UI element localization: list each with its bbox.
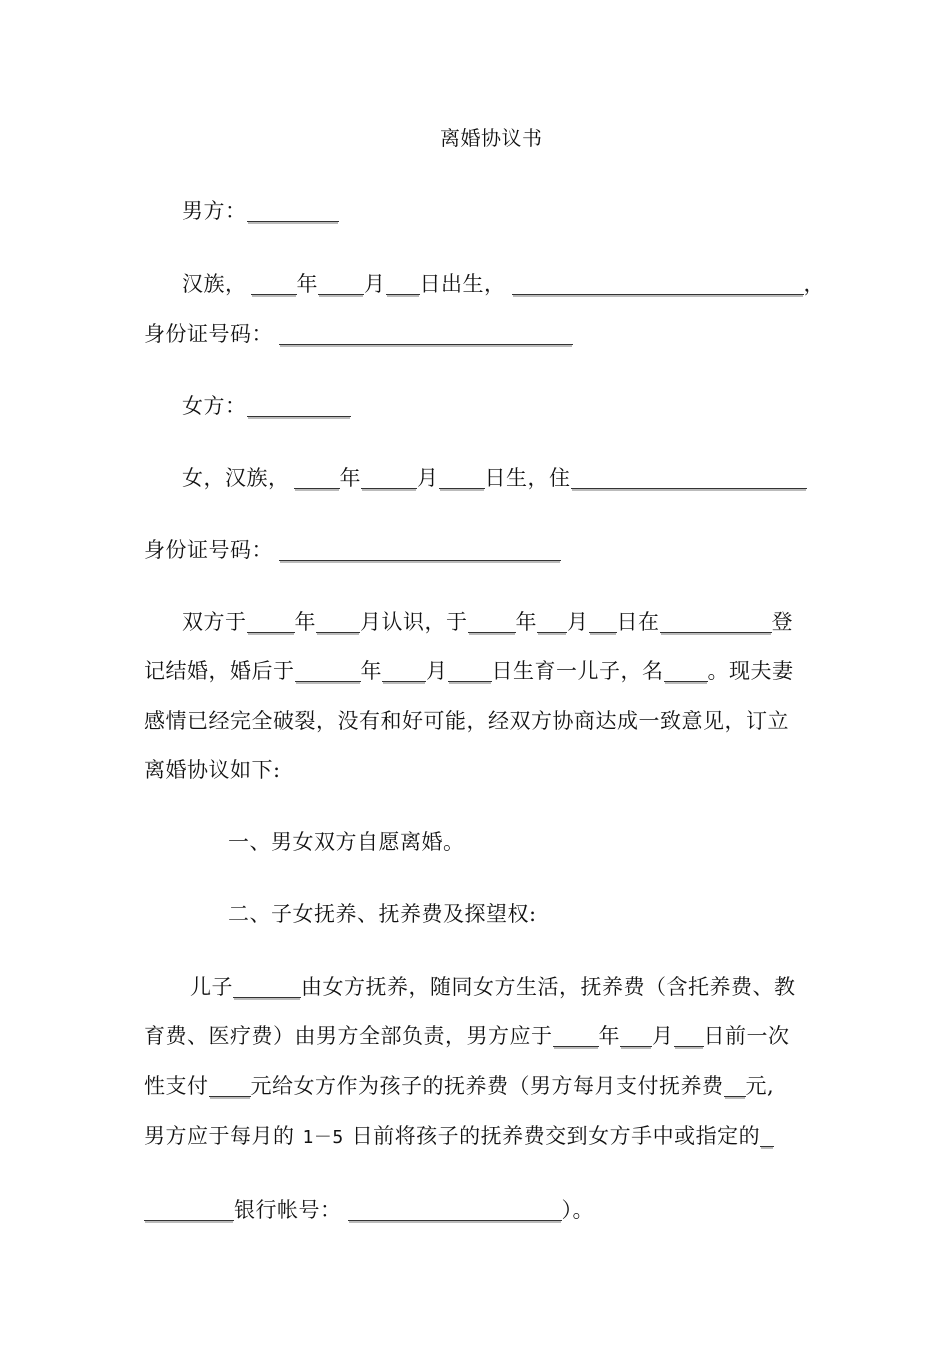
- paragraph-line-3: 感情已经完全破裂，没有和好可能，经双方协商达成一致意见，订立: [144, 709, 789, 733]
- text-both-in: 双方于: [182, 610, 247, 634]
- comma: ，: [803, 272, 825, 296]
- month-label: 月: [417, 466, 439, 490]
- female-address-blank[interactable]: [571, 466, 807, 489]
- month-label: 月: [426, 659, 448, 683]
- text-son: 儿子: [190, 975, 233, 999]
- female-prefix-text: 女，汉族，: [182, 466, 290, 490]
- paragraph-line-1: [182, 608, 793, 636]
- male-day-blank[interactable]: [386, 272, 420, 295]
- pay-year-blank[interactable]: [553, 1024, 599, 1047]
- female-year-blank[interactable]: [294, 466, 340, 489]
- month-label: 月: [364, 272, 386, 296]
- female-month-blank[interactable]: [361, 466, 417, 489]
- document-title: 离婚协议书: [440, 126, 543, 150]
- female-label: 女方：: [182, 394, 247, 418]
- year-label: 年: [296, 272, 318, 296]
- year-label: 年: [598, 1024, 620, 1048]
- text-now-couple: 。现夫妻: [707, 659, 794, 683]
- male-address-blank[interactable]: [512, 272, 804, 295]
- male-month-blank[interactable]: [318, 272, 364, 295]
- male-id-blank[interactable]: [279, 322, 573, 345]
- text-day-at: 日在: [616, 610, 660, 634]
- text-c-line3c: 元,: [745, 1074, 775, 1098]
- marry-month-blank[interactable]: [537, 610, 567, 633]
- lump-sum-blank[interactable]: [209, 1074, 251, 1097]
- male-id-line: [144, 320, 573, 348]
- male-name-blank[interactable]: [247, 199, 339, 222]
- female-info-line: [182, 464, 807, 492]
- female-id-blank[interactable]: [279, 538, 561, 561]
- clause-2: 二、子女抚养、抚养费及探望权:: [228, 902, 537, 926]
- monthly-amount-blank[interactable]: [724, 1074, 746, 1097]
- male-info-line: [182, 270, 825, 298]
- designated-blank[interactable]: [760, 1124, 774, 1147]
- clause-1: 一、男女双方自愿离婚。: [228, 830, 465, 854]
- female-name-blank[interactable]: [247, 394, 351, 417]
- support-line-5: [144, 1196, 594, 1224]
- pay-day-blank[interactable]: [674, 1024, 704, 1047]
- text-birth-son: 日生育一儿子，名: [491, 659, 664, 683]
- male-line: [182, 197, 339, 225]
- female-line: [182, 392, 351, 420]
- support-line-4: [144, 1122, 774, 1152]
- month-label: 月: [652, 1024, 674, 1048]
- bank-account-blank[interactable]: [348, 1198, 562, 1221]
- son-name-blank[interactable]: [664, 659, 708, 682]
- month-label: 月: [567, 610, 589, 634]
- paragraph-line-2: [144, 657, 794, 685]
- female-day-blank[interactable]: [439, 466, 485, 489]
- meet-year-blank[interactable]: [247, 610, 295, 633]
- year-label: 年: [294, 610, 316, 634]
- text-c-line4a: 男方应于每月的: [144, 1124, 295, 1148]
- year-label: 年: [360, 659, 382, 683]
- support-line-3: [144, 1072, 774, 1100]
- bank-name-blank[interactable]: [144, 1198, 234, 1221]
- text-bank: 银行帐号：: [234, 1198, 342, 1222]
- marry-day-blank[interactable]: [589, 610, 617, 633]
- text-c-line3b: 元给女方作为孩子的抚养费（男方每月支付抚养费: [250, 1074, 724, 1098]
- day-born-short-label: 日生，住: [484, 466, 571, 490]
- birth-year-blank[interactable]: [295, 659, 361, 682]
- male-label: 男方：: [182, 199, 247, 223]
- id-label: 身份证号码：: [144, 538, 273, 562]
- text-day-range: 1－5: [302, 1127, 344, 1148]
- paragraph-line-4: 离婚协议如下:: [144, 758, 281, 782]
- support-line-1: [190, 973, 796, 1001]
- text-deng: 登: [771, 610, 793, 634]
- text-c-line2a: 育费、医疗费）由男方全部负责，男方应于: [144, 1024, 553, 1048]
- year-label: 年: [339, 466, 361, 490]
- text-c-line4b: 日前将孩子的抚养费交到女方手中或指定的: [351, 1124, 761, 1148]
- day-born-label: 日出生，: [419, 272, 506, 296]
- birth-day-blank[interactable]: [448, 659, 492, 682]
- year-label: 年: [515, 610, 537, 634]
- text-met: 月认识，于: [360, 610, 468, 634]
- male-year-blank[interactable]: [251, 272, 297, 295]
- marry-year-blank[interactable]: [468, 610, 516, 633]
- registry-place-blank[interactable]: [660, 610, 772, 633]
- female-id-line: [144, 536, 561, 564]
- pay-month-blank[interactable]: [620, 1024, 652, 1047]
- male-ethnic-text: 汉族，: [182, 272, 247, 296]
- text-c-line3a: 性支付: [144, 1074, 209, 1098]
- support-line-2: [144, 1022, 790, 1050]
- birth-month-blank[interactable]: [382, 659, 426, 682]
- text-son-rest: 由女方抚养，随同女方生活，抚养费（含托养费、教: [301, 975, 796, 999]
- text-end: ）。: [561, 1198, 594, 1222]
- id-label: 身份证号码：: [144, 322, 273, 346]
- meet-month-blank[interactable]: [316, 610, 360, 633]
- text-c-line2b: 日前一次: [703, 1024, 790, 1048]
- text-marriage: 记结婚，婚后于: [144, 659, 295, 683]
- son-name-blank-2[interactable]: [233, 975, 301, 998]
